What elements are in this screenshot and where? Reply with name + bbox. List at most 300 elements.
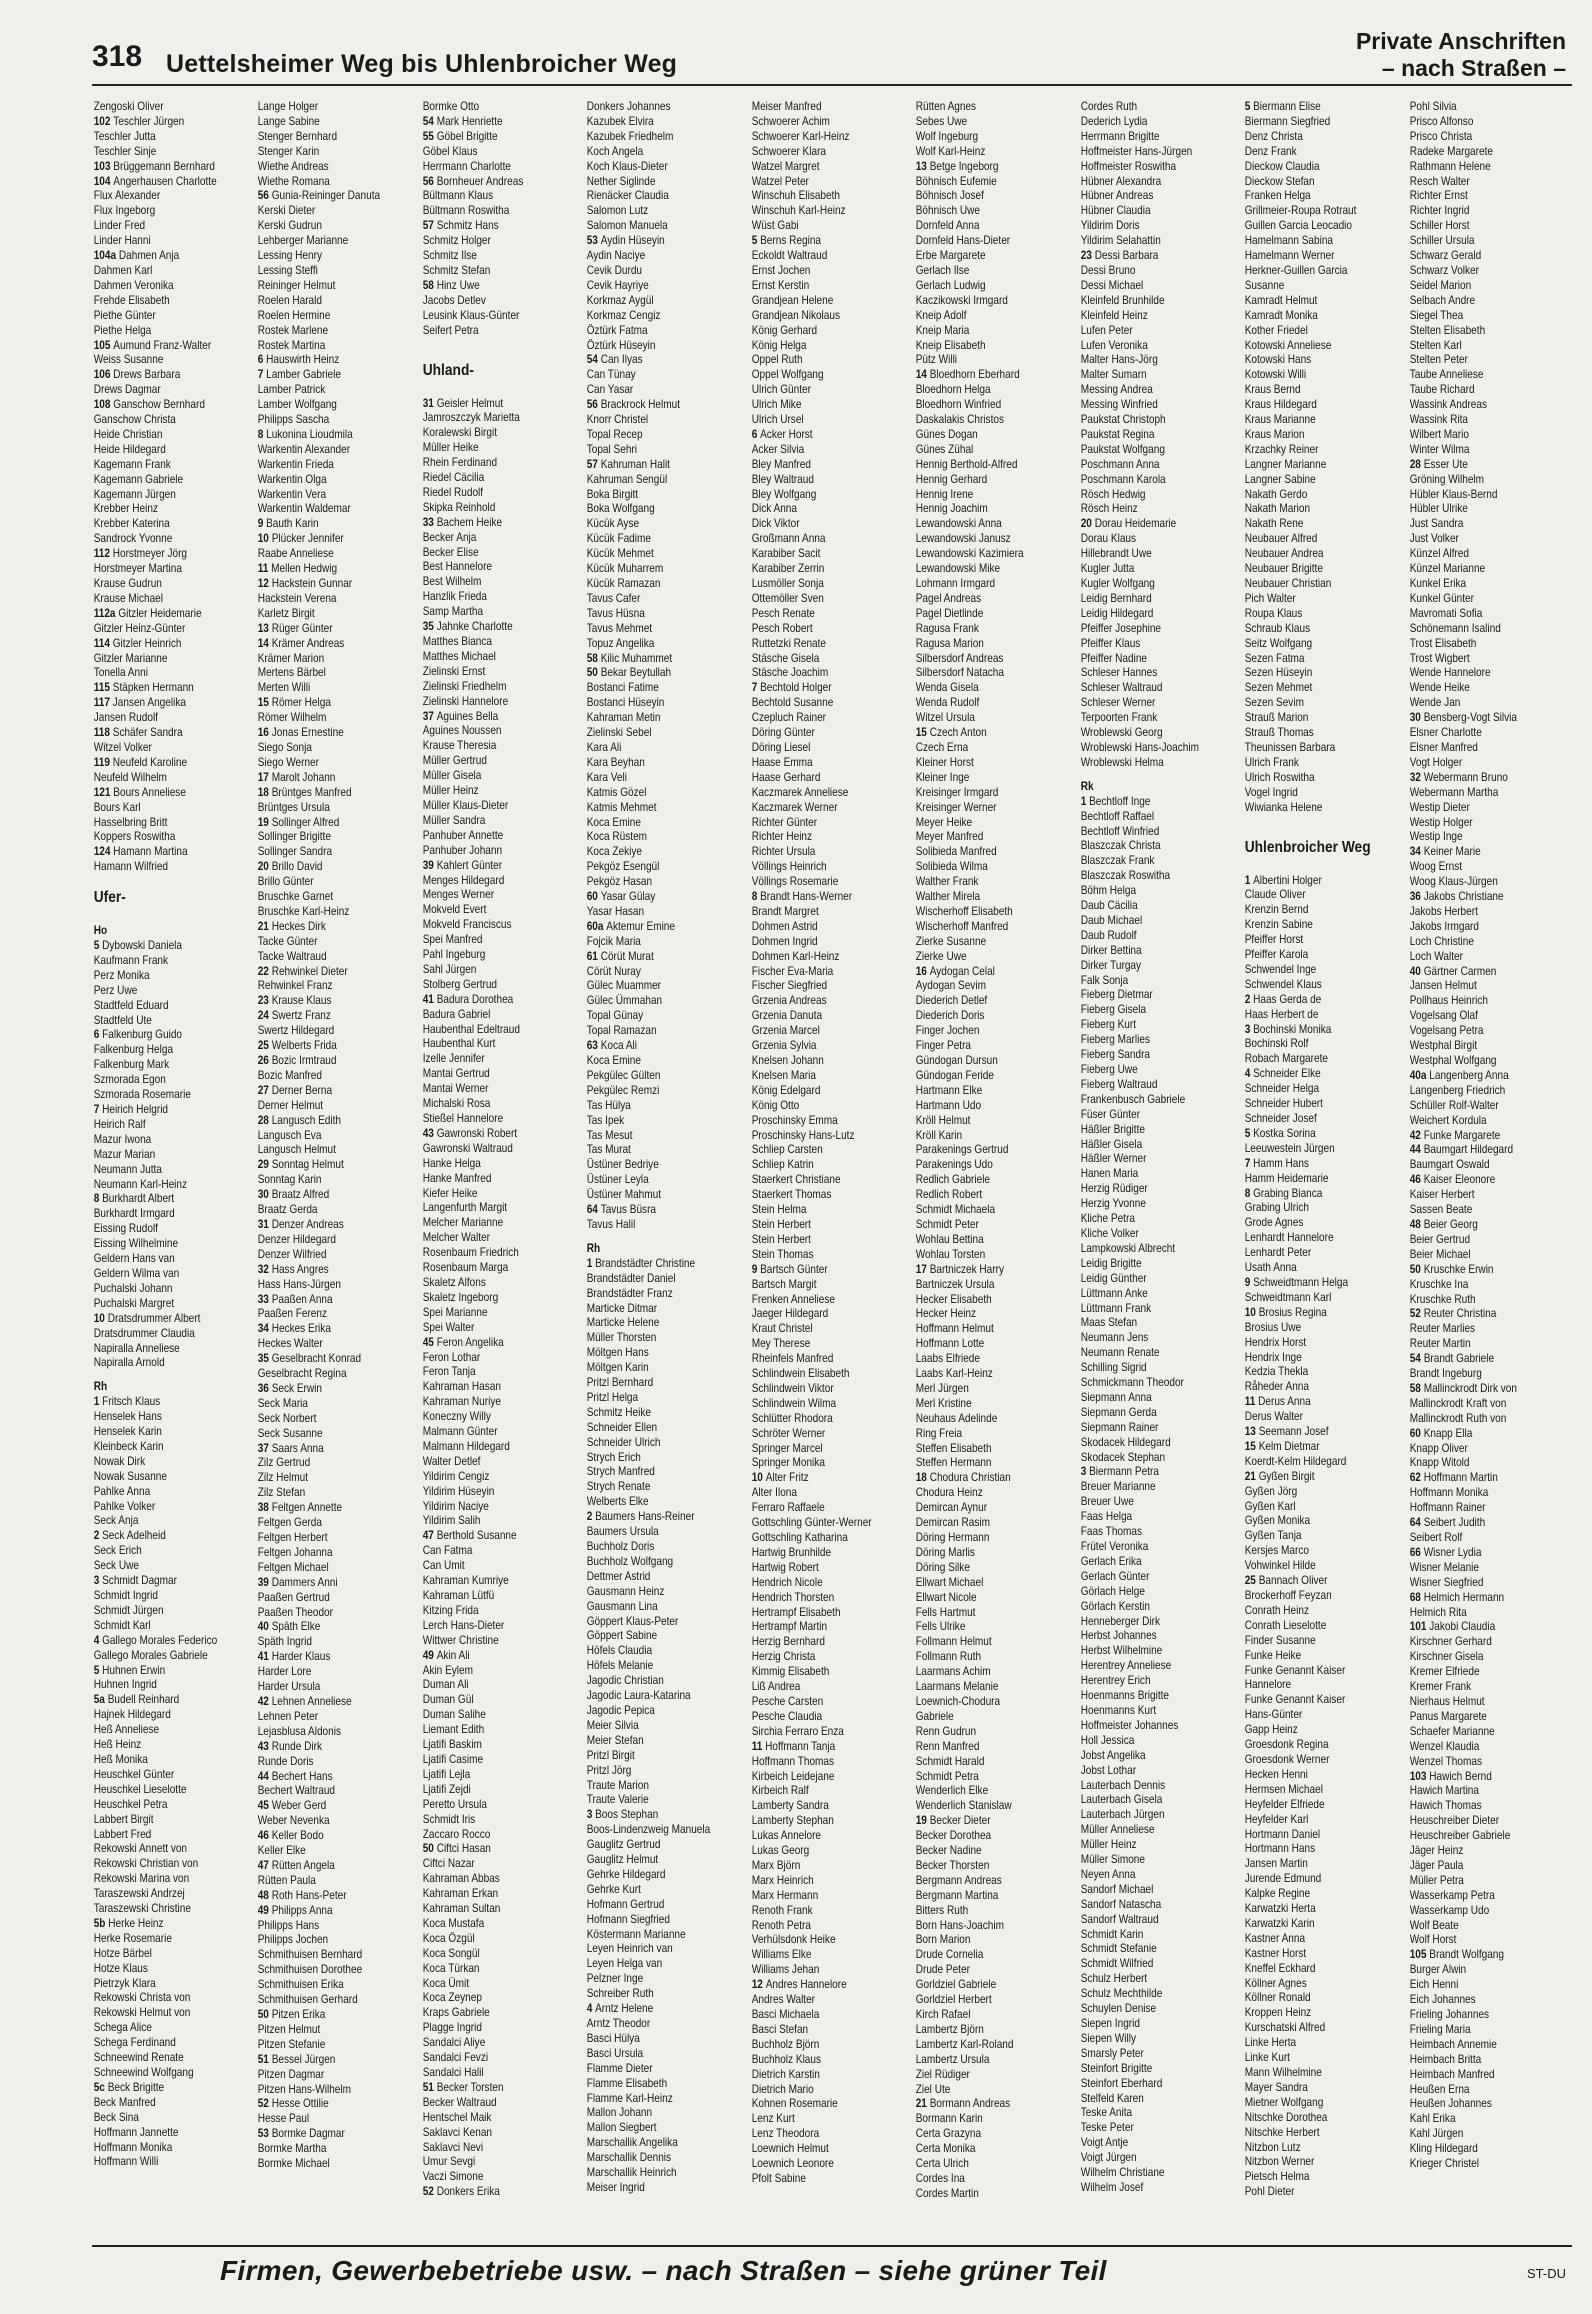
directory-entry: Topal Ramazan xyxy=(587,1024,657,1038)
directory-entry: Lukas Georg xyxy=(751,1844,810,1858)
directory-entry: Breuer Marianne xyxy=(1080,1480,1156,1494)
resident-name: Aydin Hüseyin xyxy=(601,234,666,248)
directory-entry: Stenger Karin xyxy=(258,144,320,158)
house-number: 7 xyxy=(258,368,267,382)
resident-name: Gunia-Reininger Danuta xyxy=(272,189,381,203)
directory-entry: Saklavci Nevi xyxy=(422,2140,483,2154)
directory-entry: Kücük Fadime xyxy=(587,532,652,546)
directory-entry xyxy=(258,1889,417,1904)
directory-entry: Künzel Alfred xyxy=(1409,547,1469,561)
directory-entry: Warkentin Alexander xyxy=(258,442,351,456)
directory-entry: Finger Petra xyxy=(915,1039,972,1053)
directory-entry xyxy=(258,965,417,980)
resident-name: Bornheuer Andreas xyxy=(436,174,524,188)
directory-entry: Williams Elke xyxy=(751,1948,812,1962)
directory-entry: Kraus Bernd xyxy=(1244,383,1301,397)
directory-entry: Marticke Ditmar xyxy=(587,1301,658,1315)
directory-entry: Aydogan Sevim xyxy=(915,979,987,993)
resident-name: Baumers Hans-Reiner xyxy=(595,1510,695,1524)
house-number: 42 xyxy=(258,1694,273,1708)
directory-entry: Pich Walter xyxy=(1244,591,1296,605)
directory-entry: Hennig Berthold-Alfred xyxy=(915,457,1018,471)
directory-entry xyxy=(423,2081,582,2096)
directory-entry: Yildirim Hüseyin xyxy=(422,1484,495,1498)
directory-entry: Schneewind Renate xyxy=(93,2051,184,2065)
directory-entry: Meiser Ingrid xyxy=(587,2180,646,2194)
directory-entry xyxy=(258,1501,417,1516)
house-number: 50 xyxy=(422,1842,437,1856)
directory-entry xyxy=(916,368,1075,383)
directory-entry: Czech Erna xyxy=(915,740,969,754)
directory-entry: Renn Manfred xyxy=(915,1739,980,1753)
directory-entry: Koca Özgül xyxy=(422,1931,475,1945)
directory-entry: Jagodic Pepica xyxy=(587,1703,656,1717)
directory-entry: Cörüt Nuray xyxy=(587,964,642,978)
directory-entry xyxy=(587,398,746,413)
house-number: 21 xyxy=(1244,1469,1259,1483)
directory-entry: Seck Erich xyxy=(93,1544,142,1558)
directory-entry: Heuschreiber Gabriele xyxy=(1409,1829,1510,1843)
resident-name: Herke Heinz xyxy=(108,1916,164,1930)
directory-entry: Rütten Paula xyxy=(258,1873,317,1887)
directory-entry: Kahraman Erkan xyxy=(422,1887,499,1901)
directory-entry: Heide Hildegard xyxy=(93,442,166,456)
directory-entry: Brosius Uwe xyxy=(1244,1320,1302,1334)
resident-name: Wisner Lydia xyxy=(1423,1545,1481,1559)
directory-entry: Göppert Sabine xyxy=(587,1629,658,1643)
directory-entry: Skipka Reinhold xyxy=(422,500,496,514)
directory-entry: Piethe Helga xyxy=(93,323,152,337)
directory-entry: Schulz Herbert xyxy=(1080,1972,1147,1986)
directory-entry: Burkhardt Irmgard xyxy=(93,1207,175,1221)
directory-entry: Schmithuisen Bernhard xyxy=(258,1948,363,1962)
directory-entry: Schega Ferdinand xyxy=(93,2036,176,2050)
directory-entry xyxy=(258,562,417,577)
directory-entry: Kersjes Marco xyxy=(1244,1544,1310,1558)
directory-entry: Becker Waltraud xyxy=(422,2095,497,2109)
directory-entry: Nitzbon Lutz xyxy=(1244,2140,1301,2154)
directory-entry: Meyer Heike xyxy=(915,815,973,829)
directory-entry xyxy=(258,1158,417,1173)
directory-entry: Neubauer Andrea xyxy=(1244,547,1324,561)
directory-entry: Kleinfeld Heinz xyxy=(1080,308,1148,322)
directory-entry: Wilhelm Josef xyxy=(1080,2180,1143,2194)
directory-entry: Koca Rüstem xyxy=(587,830,648,844)
directory-entry: Yildirim Cengiz xyxy=(422,1469,490,1483)
directory-entry xyxy=(258,786,417,801)
directory-entry: Koerdt-Kelm Hildegard xyxy=(1244,1454,1347,1468)
house-number: 4 xyxy=(587,2002,596,2016)
directory-entry: Bley Wolfgang xyxy=(751,487,817,501)
directory-entry: Fells Ulrike xyxy=(915,1620,966,1634)
directory-entry: Kaiser Herbert xyxy=(1409,1188,1475,1202)
resident-name: Rehwinkel Dieter xyxy=(272,964,349,978)
directory-entry: Pesche Carsten xyxy=(751,1694,823,1708)
house-number: 63 xyxy=(587,1039,602,1053)
resident-name: Donkers Erika xyxy=(436,2185,500,2199)
directory-entry: Kitzing Frida xyxy=(422,1603,479,1617)
directory-entry: Schiller Ursula xyxy=(1409,234,1475,248)
directory-entry: Grandjean Helene xyxy=(751,293,834,307)
directory-entry: Kazubek Elvira xyxy=(587,114,655,128)
directory-entry: Tas Ipek xyxy=(587,1113,625,1127)
directory-entry: Rekowski Christian von xyxy=(93,1857,199,1871)
directory-entry: Jansen Martin xyxy=(1244,1857,1308,1871)
directory-entry: Labbert Fred xyxy=(93,1827,152,1841)
directory-entry xyxy=(258,1084,417,1099)
directory-entry xyxy=(1245,1306,1404,1321)
directory-entry xyxy=(587,950,746,965)
directory-entry: Pfeiffer Josephine xyxy=(1080,621,1161,635)
directory-column xyxy=(585,100,749,2230)
directory-entry: Pritzl Helga xyxy=(587,1390,639,1404)
directory-entry: Hertrampf Martin xyxy=(751,1620,827,1634)
directory-entry xyxy=(1409,1263,1568,1278)
directory-entry: Pitzen Helmut xyxy=(258,2022,321,2036)
directory-entry: Pütz Willi xyxy=(915,353,958,367)
directory-entry: Kahraman Metin xyxy=(587,711,661,725)
directory-entry: Stelten Elisabeth xyxy=(1409,323,1485,337)
directory-entry: Harder Lore xyxy=(258,1665,312,1679)
directory-column xyxy=(92,100,256,2230)
directory-entry: Herzig Rüdiger xyxy=(1080,1182,1148,1196)
directory-entry: Cevik Hayriye xyxy=(587,278,650,292)
house-number: 30 xyxy=(258,1188,273,1202)
directory-entry: Schmitz Holger xyxy=(422,234,491,248)
directory-entry: Poschmann Karola xyxy=(1080,472,1166,486)
directory-entry: Redlich Robert xyxy=(915,1188,983,1202)
resident-name: Bormann Andreas xyxy=(929,2097,1011,2111)
directory-entry: Mertens Bärbel xyxy=(258,666,327,680)
directory-entry: Dietrich Karstin xyxy=(751,2067,820,2081)
directory-entry: Loewnich-Chodura xyxy=(915,1694,1001,1708)
directory-entry: Braatz Gerda xyxy=(258,1203,318,1217)
directory-entry: Günes Dogan xyxy=(915,427,978,441)
directory-entry: Ellwart Nicole xyxy=(915,1590,977,1604)
directory-entry xyxy=(587,890,746,905)
directory-entry xyxy=(258,1009,417,1024)
resident-name: Bartsch Günter xyxy=(759,1262,828,1276)
directory-entry: Hotze Klaus xyxy=(93,1961,148,1975)
directory-entry xyxy=(94,696,253,711)
directory-entry: Stelfeld Karen xyxy=(1080,2091,1144,2105)
directory-entry: Kugler Jutta xyxy=(1080,562,1134,576)
directory-entry: Hawich Martina xyxy=(1409,1784,1479,1798)
directory-entry: Bloedhorn Winfried xyxy=(915,398,1002,412)
directory-entry xyxy=(751,681,910,696)
directory-entry: Geldern Hans van xyxy=(93,1252,175,1266)
directory-entry: Wende Hannelore xyxy=(1409,666,1491,680)
directory-entry xyxy=(423,1127,582,1142)
directory-entry: Pfeiffer Karola xyxy=(1244,948,1309,962)
house-number: 37 xyxy=(422,709,437,723)
directory-entry: Westip Holger xyxy=(1409,815,1473,829)
directory-entry: Hendrix Inge xyxy=(1244,1350,1302,1364)
resident-name: Aktemur Emine xyxy=(606,919,676,933)
house-number: 7 xyxy=(93,1103,103,1116)
directory-entry: Döring Liesel xyxy=(751,740,811,754)
district-code: Ho xyxy=(93,924,108,938)
resident-name: Becker Dieter xyxy=(929,1814,991,1828)
directory-entry: Groesdonk Regina xyxy=(1244,1738,1329,1752)
resident-name: Bachem Heike xyxy=(436,515,502,529)
directory-entry: Puchalski Johann xyxy=(93,1281,173,1295)
directory-entry: Marx Björn xyxy=(751,1858,801,1872)
directory-entry: Knorr Christel xyxy=(587,413,649,427)
house-number: 44 xyxy=(1409,1143,1424,1157)
directory-entry: Heimbach Annemie xyxy=(1409,2037,1497,2051)
directory-entry: Wilhelm Christiane xyxy=(1080,2166,1165,2180)
directory-entry: Pohl Silvia xyxy=(1409,100,1457,113)
house-number: 4 xyxy=(1244,1067,1254,1081)
house-number: 36 xyxy=(1409,890,1424,904)
house-number: 104 xyxy=(93,174,114,188)
directory-entry: Gabriele xyxy=(915,1709,954,1723)
directory-entry: Flamme Karl-Heinz xyxy=(587,2091,674,2105)
directory-entry: Hecker Elisabeth xyxy=(915,1292,992,1306)
house-number: 49 xyxy=(258,1903,273,1917)
directory-entry: Becker Elise xyxy=(422,545,479,559)
directory-entry: Stäsche Joachim xyxy=(751,666,829,680)
directory-entry: Kaczmarek Anneliese xyxy=(751,785,849,799)
house-number: 11 xyxy=(258,562,272,576)
house-number: 25 xyxy=(1244,1574,1259,1588)
resident-name: Gawronski Robert xyxy=(436,1126,518,1140)
directory-entry: Kreisinger Werner xyxy=(915,800,997,814)
house-number: 5b xyxy=(93,1916,109,1930)
directory-entry: Herzig Yvonne xyxy=(1080,1197,1146,1211)
house-number: 8 xyxy=(258,427,267,441)
directory-entry: Flux Alexander xyxy=(93,189,161,203)
directory-entry: Hendrich Nicole xyxy=(751,1575,823,1589)
directory-entry: Wischerhoff Elisabeth xyxy=(915,904,1013,918)
directory-entry: Sandalci Halil xyxy=(422,2066,484,2079)
resident-name: Badura Dorothea xyxy=(436,992,514,1006)
directory-entry: Bozic Manfred xyxy=(258,1068,323,1082)
directory-entry: Dietrich Mario xyxy=(751,2082,814,2096)
directory-entry: Menges Werner xyxy=(422,888,494,902)
house-number: 64 xyxy=(1409,1516,1424,1530)
directory-entry: Weichert Kordula xyxy=(1409,1113,1487,1127)
directory-entry: Hackstein Verena xyxy=(258,591,337,605)
directory-entry xyxy=(258,1770,417,1785)
directory-entry: Kaczmarek Werner xyxy=(751,800,838,814)
directory-entry xyxy=(94,726,253,741)
directory-entry: Wolf Ingeburg xyxy=(915,129,979,143)
directory-entry: Taube Anneliese xyxy=(1409,368,1483,382)
directory-entry: Faas Helga xyxy=(1080,1510,1132,1524)
directory-entry: Dessi Michael xyxy=(1080,278,1143,292)
directory-entry: Perz Uwe xyxy=(93,983,138,997)
house-number: 34 xyxy=(1409,845,1424,859)
directory-entry: Sandorf Michael xyxy=(1080,1882,1153,1896)
directory-entry: König Edelgard xyxy=(751,1083,821,1097)
directory-entry: Pritzl Birgit xyxy=(587,1748,636,1762)
directory-entry: Gauglitz Helmut xyxy=(587,1853,659,1867)
directory-entry: Chodura Heinz xyxy=(915,1486,983,1500)
directory-entry: Kröll Karin xyxy=(915,1128,963,1142)
directory-entry xyxy=(94,1529,253,1544)
directory-entry xyxy=(423,1529,582,1544)
directory-entry: Bitters Ruth xyxy=(915,1903,969,1917)
directory-entry: Napiralla Arnold xyxy=(93,1356,165,1370)
directory-entry: Schmidt Harald xyxy=(915,1754,985,1768)
directory-entry: Müller Petra xyxy=(1409,1873,1464,1887)
directory-entry: Fieberg Kurt xyxy=(1080,1018,1136,1032)
house-number: 35 xyxy=(258,1352,273,1366)
directory-entry: Mallinckrodt Ruth von xyxy=(1409,1411,1506,1425)
directory-entry: Schneider Ulrich xyxy=(587,1435,661,1449)
directory-entry xyxy=(1409,1427,1568,1442)
directory-entry: Krenzin Bernd xyxy=(1244,903,1309,917)
directory-entry: Poschmann Anna xyxy=(1080,457,1160,471)
directory-column xyxy=(1408,100,1572,2230)
directory-entry xyxy=(1245,1276,1404,1291)
directory-entry: Robach Margarete xyxy=(1244,1052,1329,1066)
house-number: 20 xyxy=(1080,517,1095,531)
directory-entry: Langenfurth Margit xyxy=(422,1201,507,1215)
directory-entry: Leyen Heinrich van xyxy=(587,1942,674,1956)
directory-entry: Vohwinkel Hilde xyxy=(1244,1559,1316,1573)
directory-entry: Daub Rudolf xyxy=(1080,928,1137,942)
directory-entry xyxy=(1080,1465,1239,1480)
directory-entry xyxy=(1245,874,1404,889)
directory-entry: Fischer Eva-Maria xyxy=(751,964,834,978)
directory-entry xyxy=(258,920,417,935)
directory-entry xyxy=(258,1188,417,1203)
directory-entry xyxy=(258,1695,417,1710)
directory-entry: Warkentin Waldemar xyxy=(258,502,352,516)
directory-entry: Bültmann Klaus xyxy=(422,189,493,203)
directory-entry: Pietsch Helma xyxy=(1244,2170,1310,2184)
house-number: 11 xyxy=(751,1739,765,1753)
directory-entry: Haase Gerhard xyxy=(751,770,821,784)
directory-entry xyxy=(258,1293,417,1308)
directory-entry: Tavus Halil xyxy=(587,1217,636,1231)
directory-entry: Marx Hermann xyxy=(751,1888,818,1902)
directory-entry: Sollinger Sandra xyxy=(258,845,333,859)
house-number: 60 xyxy=(1409,1426,1424,1440)
directory-entry: Lehnen Peter xyxy=(258,1709,319,1723)
directory-entry xyxy=(423,620,582,635)
house-number: 52 xyxy=(258,2097,273,2111)
house-number: 56 xyxy=(258,189,273,203)
directory-entry: Tacke Günter xyxy=(258,934,318,948)
directory-entry: Pitzen Stefanie xyxy=(258,2037,326,2051)
directory-entry: Dohmen Astrid xyxy=(751,919,818,933)
house-number: 8 xyxy=(751,890,760,904)
directory-entry: Hamelmann Sabina xyxy=(1244,234,1334,248)
directory-entry xyxy=(94,368,253,383)
directory-entry: Heußen Johannes xyxy=(1409,2097,1492,2111)
directory-entry: Sollinger Brigitte xyxy=(258,830,332,844)
resident-name: Braatz Alfred xyxy=(272,1188,330,1202)
directory-entry: Jansen Helmut xyxy=(1409,979,1477,993)
resident-name: Teschler Jürgen xyxy=(113,114,185,128)
directory-entry xyxy=(258,1263,417,1278)
directory-entry: Schmidt Wilfried xyxy=(1080,1957,1153,1971)
directory-entry xyxy=(258,1322,417,1337)
directory-entry: Mantai Gertrud xyxy=(422,1067,490,1081)
directory-entry: Basci Ursula xyxy=(587,2046,644,2060)
directory-column xyxy=(256,100,420,2230)
directory-entry xyxy=(1409,1471,1568,1486)
resident-name: Heirich Helgrid xyxy=(102,1103,169,1116)
directory-entry: Basci Stefan xyxy=(751,2022,808,2036)
directory-entry xyxy=(258,2127,417,2142)
directory-entry: Kedzia Thekla xyxy=(1244,1365,1309,1379)
directory-entry: Tavus Mehmet xyxy=(587,621,653,635)
directory-entry: Dahmen Veronika xyxy=(93,278,174,292)
house-number: 58 xyxy=(1409,1381,1424,1395)
resident-name: Beck Brigitte xyxy=(107,2080,165,2094)
directory-entry: Diederich Doris xyxy=(915,1009,985,1023)
directory-entry: Kücük Muharrem xyxy=(587,562,664,576)
resident-name: Baumgart Hildegard xyxy=(1423,1143,1513,1157)
directory-entry: Boka Birgitt xyxy=(587,487,639,501)
directory-entry: Köllner Ronald xyxy=(1244,1991,1311,2005)
directory-entry: Ljatifi Lejla xyxy=(422,1767,471,1781)
directory-entry: Koca Zekiye xyxy=(587,845,643,859)
directory-entry: Bormann Karin xyxy=(915,2112,983,2126)
directory-entry: Fieberg Dietmar xyxy=(1080,988,1153,1002)
directory-entry: Tas Mesut xyxy=(587,1128,633,1142)
directory-entry: Böhnisch Josef xyxy=(915,189,985,203)
directory-entry: Ulrich Günter xyxy=(751,383,811,397)
directory-entry: Wilbert Mario xyxy=(1409,427,1469,441)
directory-entry xyxy=(94,1634,253,1649)
directory-entry: Cordes Martin xyxy=(915,2186,980,2200)
directory-entry: Schmitz Stefan xyxy=(422,263,491,277)
directory-entry: Wenda Gisela xyxy=(915,681,979,695)
directory-entry: Szmorada Rosemarie xyxy=(93,1088,191,1102)
directory-entry: Beier Gertrud xyxy=(1409,1232,1470,1246)
directory-entry: Günes Zühal xyxy=(915,442,974,456)
directory-entry: Claude Oliver xyxy=(1244,888,1306,902)
directory-entry: Hoffmeister Hans-Jürgen xyxy=(1080,144,1192,158)
directory-entry: Pekgöz Hasan xyxy=(587,875,653,889)
directory-entry: Hofmann Siegfried xyxy=(587,1912,671,1926)
directory-entry: Karabiber Sacit xyxy=(751,547,821,561)
directory-entry xyxy=(94,756,253,771)
directory-entry: Duman Gül xyxy=(422,1693,474,1707)
directory-entry: Ernst Kerstin xyxy=(751,278,810,292)
directory-entry: Proschinsky Hans-Lutz xyxy=(751,1128,855,1142)
directory-entry: Fieberg Gisela xyxy=(1080,1003,1146,1017)
resident-name: Jonas Ernestine xyxy=(272,726,345,740)
directory-entry: Wiethe Andreas xyxy=(258,159,330,173)
house-number: 47 xyxy=(422,1529,437,1543)
house-number: 27 xyxy=(258,1083,273,1097)
directory-entry: Koca Mustafa xyxy=(422,1916,485,1930)
directory-entry: Dornfeld Anna xyxy=(915,219,980,233)
directory-entry: Kahraman Lütfü xyxy=(422,1589,495,1602)
directory-entry xyxy=(94,681,253,696)
directory-entry: Plagge Ingrid xyxy=(422,2021,482,2035)
directory-entry: Welberts Elke xyxy=(587,1495,649,1509)
directory-entry: Schraub Klaus xyxy=(1244,621,1311,635)
district-code: Rh xyxy=(93,1380,108,1394)
directory-entry: Grillmeier-Roupa Rotraut xyxy=(1244,204,1357,218)
directory-entry: Ruttetzki Renate xyxy=(751,636,826,650)
house-number: 28 xyxy=(258,1113,273,1127)
directory-entry: Izelle Jennifer xyxy=(422,1052,485,1066)
directory-entry: Bley Waltraud xyxy=(751,472,814,486)
directory-entry: Lange Holger xyxy=(258,100,319,113)
directory-entry: Mey Therese xyxy=(751,1337,810,1351)
directory-entry: Mallinckrodt Kraft von xyxy=(1409,1396,1506,1410)
directory-entry: Sandalci Fevzi xyxy=(422,2051,488,2065)
